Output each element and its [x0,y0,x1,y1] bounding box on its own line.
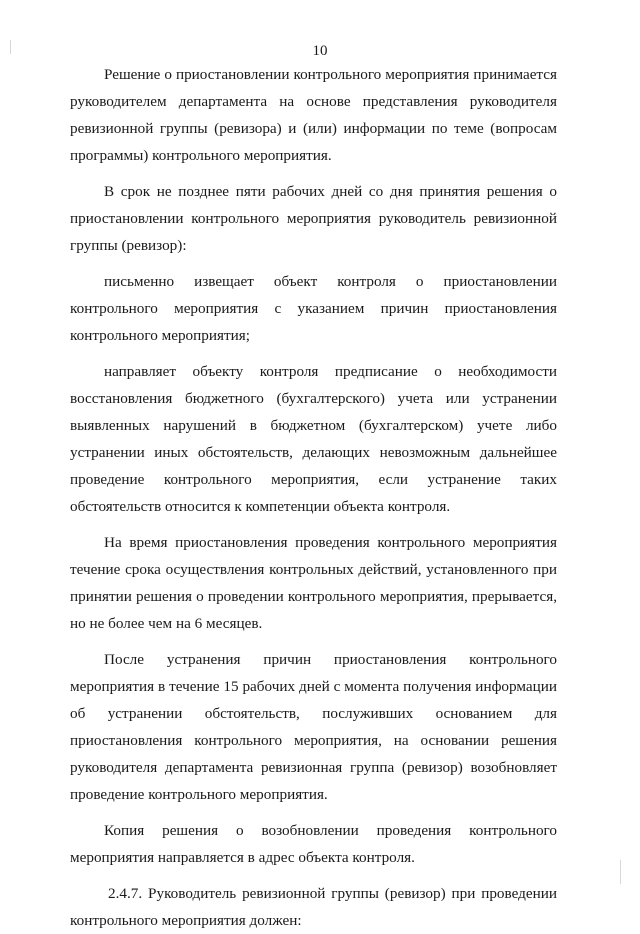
paragraph-instruction: направляет объекту контроля предписание о необходимости восстановления бюджетного (бухгалтерского) учета или устранении выявленных нарушений в бюджетном (бухгалтерском) учете либо устранении иных обстоятельств, делающих невозможным дальнейшее проведение контрольного мероприятия, если устранение таких обстоятельств относится к компетенции объекта контроля. [70,363,557,515]
scan-artifact [620,860,621,884]
paragraph-copy-decision: Копия решения о возобновлении проведения контрольного мероприятия направляется в адрес объекта контроля. [70,822,557,866]
page-number: 10 [312,43,328,59]
paragraph-notify: письменно извещает объект контроля о приостановлении контрольного мероприятия с указанием причин приостановления контрольного мероприятия; [70,273,557,344]
paragraph-resumption: После устранения причин приостановления контрольного мероприятия в течение 15 рабочих дней с момента получения информации об устранении обстоятельств, послуживших основанием для приостановления контрольного мероприятия, на основании решения руководителя департамента ревизионная группа (ревизор) возобновляет проведение контрольного мероприятия. [70,651,557,803]
paragraph-deadline: В срок не позднее пяти рабочих дней со дня принятия решения о приостановлении контрольного мероприятия руководитель ревизионной группы (ревизор): [70,183,557,254]
document-body [70,61,557,934]
paragraph-suspension-period: На время приостановления проведения контрольного мероприятия течение срока осуществления контрольных действий, установленного при принятии решения о проведении контрольного мероприятия, прерывается, но не более чем на 6 месяцев. [70,534,557,632]
paragraph-section-2-4-7: 2.4.7. Руководитель ревизионной группы (ревизор) при проведении контрольного мероприятия должен: [70,885,557,929]
paragraph-suspension-decision: Решение о приостановлении контрольного мероприятия принимается руководителем департамента на основе представления руководителя ревизионной группы (ревизора) и (или) информации по теме (вопросам программы) контрольного мероприятия. [70,66,557,164]
